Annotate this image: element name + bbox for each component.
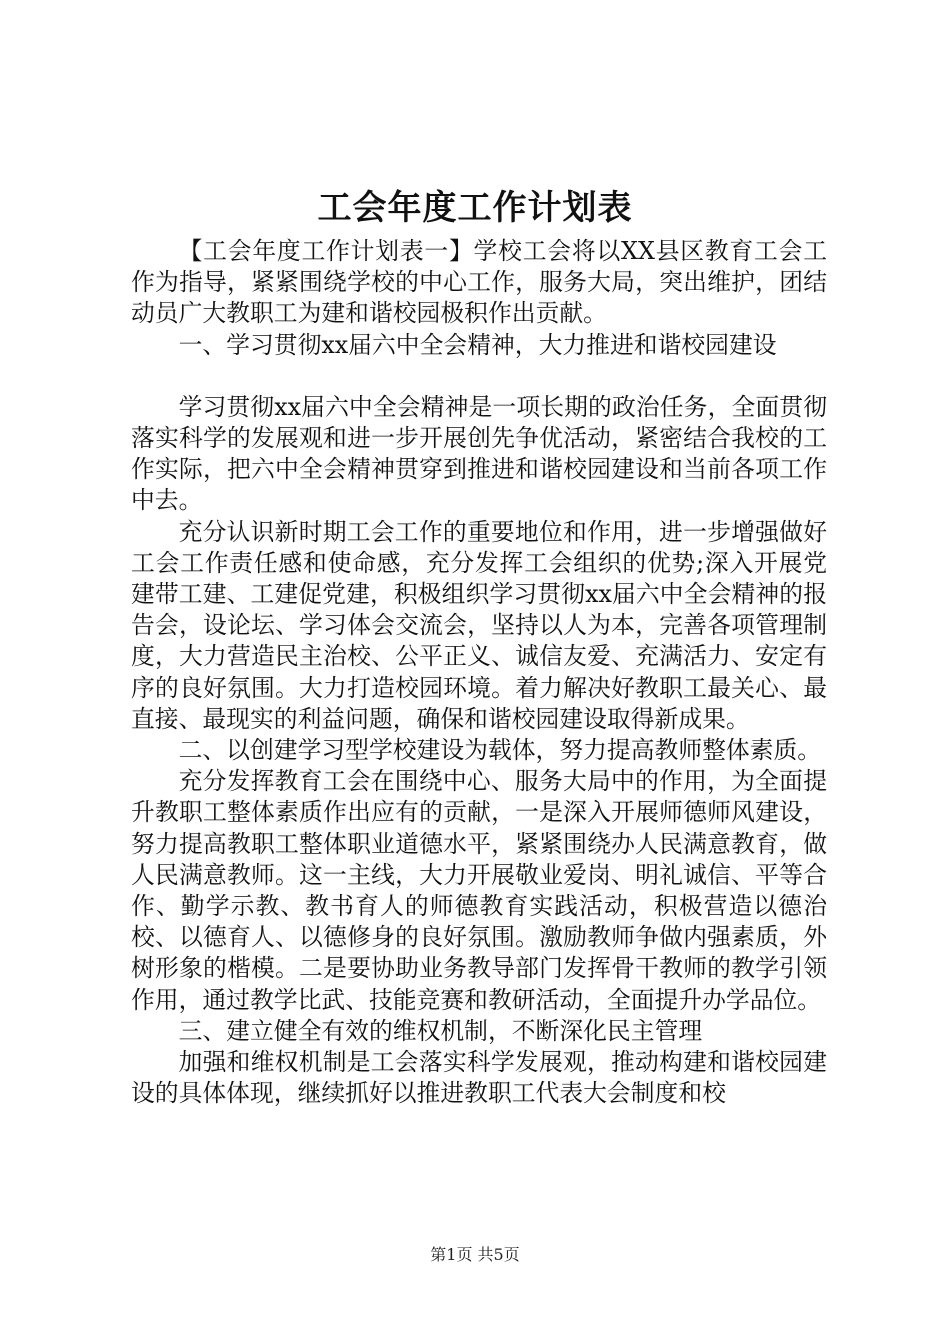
section-heading-3: 三、建立健全有效的维权机制，不断深化民主管理: [178, 1016, 703, 1045]
body-paragraph: 学习贯彻xx届六中全会精神是一项长期的政治任务，全面贯彻落实科学的发展观和进一步开展创先争优活动，紧密结合我校的工作实际，把六中全会精神贯穿到推进和谐校园建设和当前各项工作中去。: [131, 392, 827, 515]
body-paragraph: 充分发挥教育工会在围绕中心、服务大局中的作用，为全面提升教职工整体素质作出应有的贡献，一是深入开展师德师风建设，努力提高教职工整体职业道德水平，紧紧围绕办人民满意教育，做人民满意教师。这一主线，大力开展敬业爱岗、明礼诚信、平等合作、勤学示教、教书育人的师德教育实践活动，积极营造以德治校、以德育人、以德修身的良好氛围。激励教师争做内强素质，外树形象的楷模。二是要协助业务教导部门发挥骨干教师的教学引领作用，通过教学比武、技能竞赛和教研活动，全面提升办学品位。: [131, 767, 827, 1014]
body-paragraph: 充分认识新时期工会工作的重要地位和作用，进一步增强做好工会工作责任感和使命感，充分发挥工会组织的优势;深入开展党建带工建、工建促党建，积极组织学习贯彻xx届六中全会精神的报告会，设论坛、学习体会交流会，坚持以人为本，完善各项管理制度，大力营造民主治校、公平正义、诚信友爱、充满活力、安定有序的良好氛围。大力打造校园环境。着力解决好教职工最关心、最直接、最现实的利益问题，确保和谐校园建设取得新成果。: [131, 517, 827, 733]
section-heading-1: 一、学习贯彻xx届六中全会精神，大力推进和谐校园建设: [178, 330, 777, 359]
body-paragraph: 加强和维权机制是工会落实科学发展观，推动构建和谐校园建设的具体体现，继续抓好以推进教职工代表大会制度和校: [131, 1048, 827, 1108]
document-body: [131, 236, 827, 1109]
intro-paragraph: 【工会年度工作计划表一】学校工会将以XX县区教育工会工作为指导，紧紧围绕学校的中心工作，服务大局，突出维护，团结动员广大教职工为建和谐校园极积作出贡献。: [131, 237, 827, 328]
document-title: 工会年度工作计划表: [317, 188, 633, 228]
page-number-footer: 第1页 共5页: [430, 1245, 520, 1264]
section-heading-2: 二、以创建学习型学校建设为载体，努力提高教师整体素质。: [178, 736, 822, 765]
